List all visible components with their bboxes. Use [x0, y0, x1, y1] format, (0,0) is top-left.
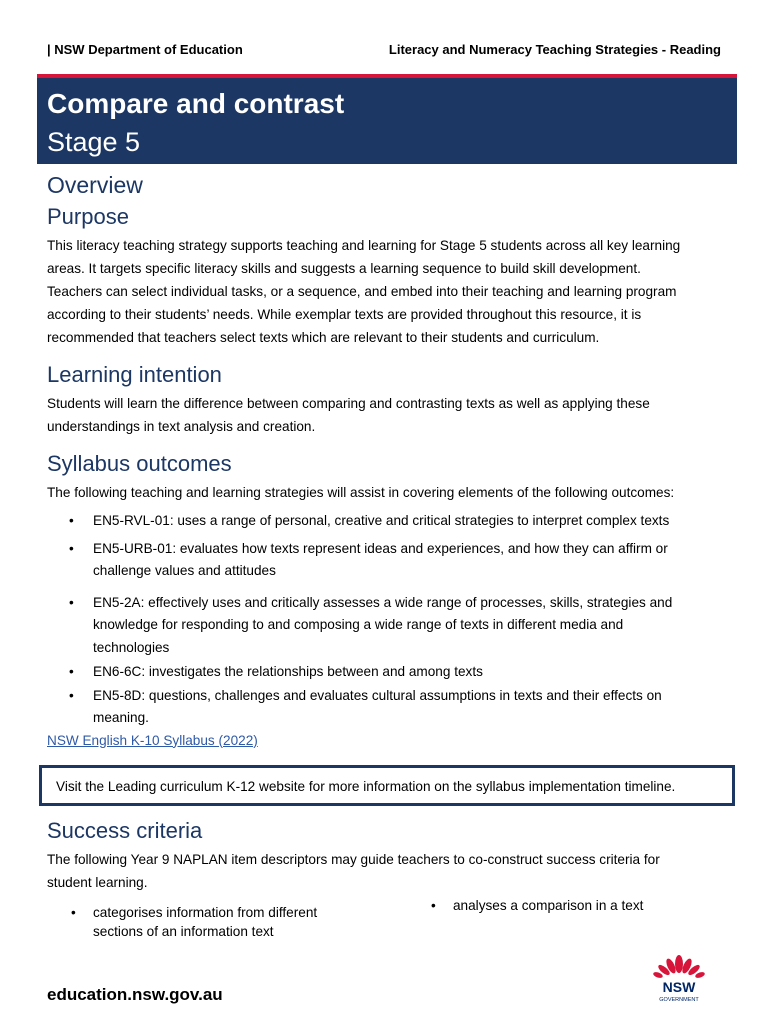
purpose-line: areas. It targets specific literacy skills and suggests a learning sequence to build skill development. — [47, 261, 641, 276]
purpose-paragraph — [47, 234, 719, 349]
syllabus-intro: The following teaching and learning strategies will assist in covering elements of the following outcomes: — [47, 485, 675, 500]
learning-intention-line: understandings in text analysis and creation. — [47, 419, 316, 434]
footer-website: education.nsw.gov.au — [47, 985, 223, 1004]
page-title: Compare and contrast — [47, 88, 345, 119]
header-department: | NSW Department of Education — [47, 42, 243, 57]
outcome-item — [47, 661, 719, 684]
bullet-icon: • — [69, 664, 74, 679]
logo-subtext: GOVERNMENT — [659, 997, 699, 1003]
outcome-text: EN6-6C: investigates the relationships between and among texts — [93, 664, 483, 679]
page-subtitle: Stage 5 — [47, 127, 141, 157]
bullet-icon: • — [69, 594, 74, 610]
bullet-icon: • — [69, 687, 74, 703]
success-intro-line: student learning. — [47, 875, 148, 890]
criteria-text: sections of an information text — [93, 924, 274, 939]
bullet-icon: • — [71, 905, 76, 920]
outcome-item — [47, 538, 719, 583]
success-intro-line: The following Year 9 NAPLAN item descriptors may guide teachers to co-construct success criteria for — [47, 852, 660, 867]
success-criteria-item — [431, 896, 713, 915]
syllabus-outcomes-heading: Syllabus outcomes — [47, 451, 232, 476]
header-document-series: Literacy and Numeracy Teaching Strategies - Reading — [388, 42, 721, 57]
purpose-line: This literacy teaching strategy supports teaching and learning for Stage 5 students across all key learning — [47, 238, 681, 253]
success-intro — [47, 848, 719, 894]
notice-box — [39, 765, 735, 806]
outcome-text: EN5-2A: effectively uses and critically assesses a wide range of processes, skills, strategies and — [93, 594, 673, 610]
purpose-line: Teachers can select individual tasks, or a sequence, and embed into their teaching and learning program — [47, 284, 677, 299]
purpose-heading: Purpose — [47, 204, 129, 229]
success-criteria-heading: Success criteria — [47, 818, 203, 843]
learning-intention-heading: Learning intention — [47, 362, 222, 387]
outcomes-list — [47, 510, 719, 730]
criteria-text: analyses a comparison in a text — [453, 898, 644, 913]
bullet-icon: • — [69, 513, 74, 528]
notice-text: Visit the Leading curriculum K-12 website for more information on the syllabus implementation timeline. — [56, 779, 676, 794]
outcome-text: technologies — [93, 639, 170, 655]
outcome-item — [47, 592, 719, 660]
learning-intention-line: Students will learn the difference between comparing and contrasting texts as well as applying these — [47, 396, 650, 411]
nsw-government-logo — [650, 948, 708, 1006]
outcome-text: EN5-RVL-01: uses a range of personal, creative and critical strategies to interpret complex texts — [93, 513, 670, 528]
criteria-text: categorises information from different — [93, 905, 318, 920]
outcome-item — [47, 685, 719, 730]
purpose-line: according to their students’ needs. While exemplar texts are provided throughout this resource, it is — [47, 307, 642, 322]
waratah-flower-icon — [652, 955, 705, 979]
success-criteria-section — [47, 817, 719, 894]
logo-wordmark: NSW — [662, 979, 696, 995]
outcome-text: EN5-8D: questions, challenges and evaluates cultural assumptions in texts and their effects on — [93, 687, 662, 703]
learning-intention-paragraph — [47, 392, 719, 438]
purpose-line: recommended that teachers select texts which are relevant to their students and curriculum. — [47, 330, 600, 345]
success-criteria-item — [71, 903, 353, 941]
outcome-item — [47, 510, 719, 533]
outcome-text: knowledge for responding to and composing a wide range of texts in different media and — [93, 617, 624, 632]
main-content — [47, 170, 719, 752]
title-banner — [37, 78, 737, 164]
bullet-icon: • — [431, 898, 436, 913]
bullet-icon: • — [69, 540, 74, 556]
outcome-text: challenge values and attitudes — [93, 563, 276, 578]
outcome-text: EN5-URB-01: evaluates how texts represent ideas and experiences, and how they can affirm or — [93, 540, 668, 556]
outcome-text: meaning. — [93, 710, 149, 725]
syllabus-link[interactable]: NSW English K-10 Syllabus (2022) — [47, 732, 258, 748]
overview-heading: Overview — [47, 172, 143, 198]
